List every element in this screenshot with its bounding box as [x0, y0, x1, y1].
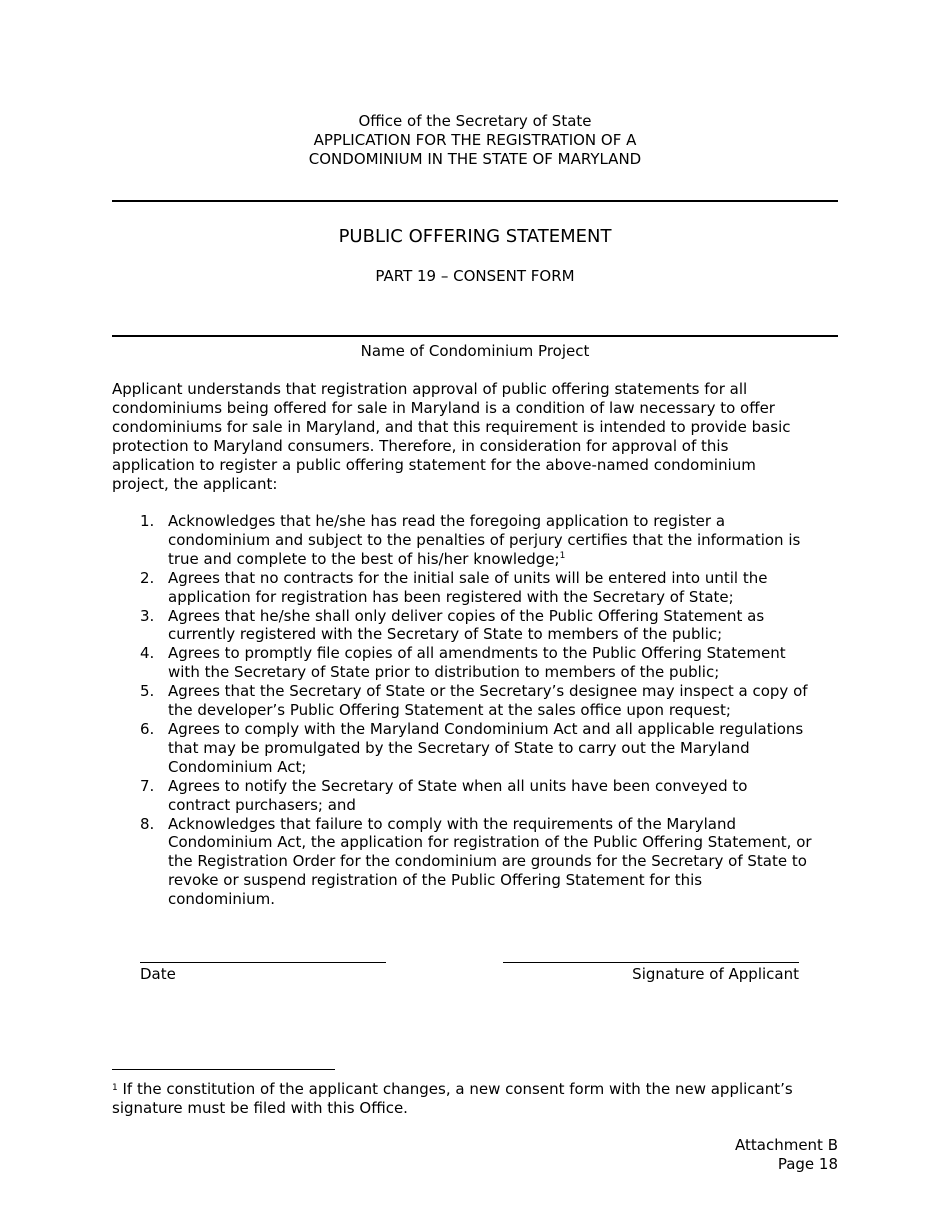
project-name-label: Name of Condominium Project [360, 342, 590, 360]
consent-item [112, 607, 838, 645]
consent-item [112, 720, 838, 777]
item-text: Agrees to comply with the Maryland Condominium Act and all applicable regulations that may be promulgated by the Secretary of State to carry out the Maryland Condominium Act; [168, 719, 804, 776]
item-text: Agrees to promptly file copies of all amendments to the Public Offering Statement with the Secretary of State prior to distribution to members of the public; [168, 644, 786, 682]
item-number: 1. [140, 512, 155, 530]
intro-paragraph: Applicant understands that registration approval of public offering statements for all condominiums being offered for sale in Maryland is a condition of law necessary to offer condominiums for sale in Maryland, and that this requirement is intended to provide basic protection to Maryland consumers. Therefore, in consideration for approval of this application to register a public offering statement for the above-named condominium project, the applicant: [112, 380, 791, 493]
document-page [112, 0, 838, 1230]
page-number: Page 18 [777, 1155, 838, 1173]
consent-item [112, 644, 838, 682]
item-number: 7. [140, 776, 155, 795]
item-number: 4. [140, 644, 155, 663]
document-header [112, 112, 838, 169]
footnote-reference: 1 [559, 550, 566, 561]
consent-item [112, 512, 838, 569]
item-text: Agrees that no contracts for the initial sale of units will be entered into until the application for registration has been registered with the Secretary of State; [168, 568, 768, 606]
item-text: Acknowledges that failure to comply with the requirements of the Maryland Condominium Act, the application for registration of the Public Offering Statement, or the Registration Order for the condominium are grounds for the Secretary of State to revoke or suspend registration of the Public Offering Statement for this condominium. [168, 814, 812, 909]
document-subtitle: PART 19 – CONSENT FORM [375, 267, 575, 285]
footnote-marker: 1 [112, 1083, 118, 1093]
top-divider [112, 200, 838, 202]
item-text: Agrees that the Secretary of State or the Secretary’s designee may inspect a copy of the developer’s Public Offering Statement at the sales office upon request; [168, 682, 808, 720]
header-application-line2: CONDOMINIUM IN THE STATE OF MARYLAND [308, 150, 642, 168]
item-number: 6. [140, 719, 155, 738]
date-field[interactable] [140, 942, 386, 963]
header-application-line1: APPLICATION FOR THE REGISTRATION OF A [313, 131, 637, 149]
consent-items-list [112, 512, 838, 909]
item-number: 2. [140, 568, 155, 587]
header-office: Office of the Secretary of State [358, 112, 592, 130]
footnote-divider [112, 1069, 335, 1070]
item-text: Acknowledges that he/she has read the foregoing application to register a condominium and subject to the penalties of perjury certifies that the information is true and complete to the best of his/her knowledge; [168, 512, 801, 568]
document-title: PUBLIC OFFERING STATEMENT [338, 226, 612, 247]
item-text: Agrees to notify the Secretary of State when all units have been conveyed to contract purchasers; and [168, 776, 748, 814]
signature-field[interactable] [503, 942, 799, 963]
consent-item [112, 815, 838, 910]
item-number: 3. [140, 606, 155, 625]
project-name-line [112, 335, 838, 337]
item-number: 8. [140, 814, 155, 833]
consent-item [112, 682, 838, 720]
signature-label: Signature of Applicant [632, 965, 799, 983]
consent-item [112, 569, 838, 607]
attachment-label [735, 1136, 838, 1174]
footnote [112, 1080, 838, 1118]
consent-item [112, 777, 838, 815]
item-text: Agrees that he/she shall only deliver copies of the Public Offering Statement as currently registered with the Secretary of State to members of the public; [168, 606, 765, 644]
attachment-name: Attachment B [735, 1136, 838, 1154]
item-number: 5. [140, 682, 155, 701]
footnote-text: If the constitution of the applicant changes, a new consent form with the new applicant’s signature must be filed with this Office. [112, 1080, 793, 1117]
date-label: Date [140, 965, 176, 983]
